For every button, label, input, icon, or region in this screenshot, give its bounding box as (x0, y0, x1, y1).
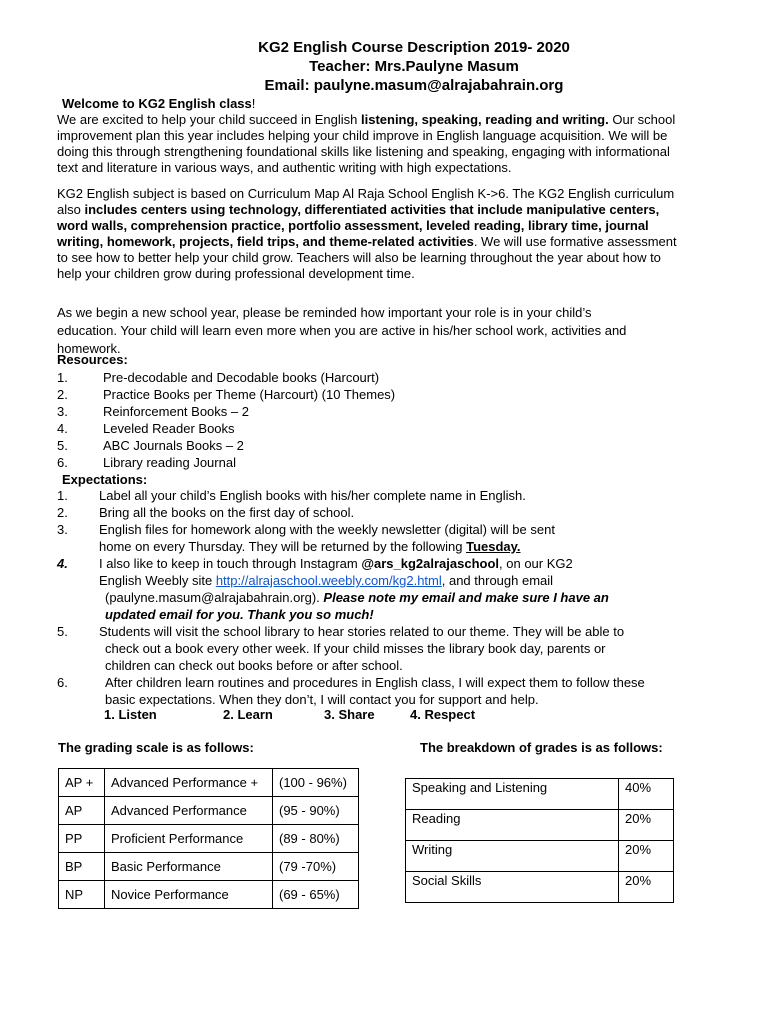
weight: 20% (619, 872, 674, 903)
course-title: KG2 English Course Description 2019- 2020 (258, 39, 570, 56)
grade-code: NP (59, 881, 105, 909)
teacher-email: Email: paulyne.masum@alrajabahrain.org (264, 77, 564, 94)
table-row (406, 810, 674, 841)
item-number: 5. (57, 624, 68, 639)
grade-label: Advanced Performance + (105, 769, 273, 797)
curriculum-c: . We will use formative assessment to see how to better help your child grow. Teachers will also be learning throughout the year about how to help your children grow during professional development time. (57, 234, 677, 281)
grade-range: (95 - 90%) (273, 797, 359, 825)
intro-a: We are excited to help your child succeed in English (57, 112, 361, 127)
resources-list (57, 370, 697, 472)
table-row (406, 779, 674, 810)
basic-expectations (104, 707, 475, 723)
welcome-text: Welcome to KG2 English class (62, 96, 252, 111)
item-number: 1. (57, 488, 68, 503)
grade-code: AP (59, 797, 105, 825)
curriculum-a: KG2 English subject is based on Curriculum Map Al Raja School English K->6. The KG2 English curriculum also (57, 186, 675, 217)
item-text (99, 556, 573, 572)
grade-label: Advanced Performance (105, 797, 273, 825)
grade-label: Novice Performance (105, 881, 273, 909)
grading-heading: The grading scale is as follows: (58, 740, 254, 755)
item-number: 3. (57, 404, 68, 419)
weight: 40% (619, 779, 674, 810)
table-row (59, 769, 359, 797)
role-paragraph (57, 304, 677, 358)
item-number: 4. (57, 556, 68, 571)
list-item-continuation (57, 658, 697, 675)
welcome-line (62, 96, 682, 112)
item-text (105, 590, 609, 606)
grade-range: (100 - 96%) (273, 769, 359, 797)
text-run: , and through email (441, 573, 554, 588)
list-item-continuation (57, 607, 697, 624)
role-line-1: As we begin a new school year, please be reminded how important your role is in your child’s (57, 305, 592, 320)
teacher-name: Teacher: Mrs.Paulyne Masum (309, 58, 519, 75)
grade-label: Proficient Performance (105, 825, 273, 853)
category: Writing (406, 841, 619, 872)
basic-share: 3. Share (324, 707, 375, 722)
list-item (57, 505, 697, 522)
grade-range: (69 - 65%) (273, 881, 359, 909)
table-row (59, 797, 359, 825)
text-run: , on our KG2 (499, 556, 573, 571)
list-item-continuation (57, 641, 697, 658)
document-header (0, 38, 768, 95)
table-row (59, 881, 359, 909)
email-note-cont: updated email for you. Thank you so much! (105, 607, 374, 622)
weight: 20% (619, 841, 674, 872)
item-text (99, 573, 553, 589)
grade-code: BP (59, 853, 105, 881)
list-item (57, 624, 697, 641)
item-text: Bring all the books on the first day of school. (99, 505, 355, 520)
basic-listen: 1. Listen (104, 707, 157, 722)
list-item (57, 438, 697, 455)
intro-paragraph (57, 112, 677, 176)
item-text: basic expectations. When they don’t, I will contact you for support and help. (105, 692, 539, 707)
list-item-continuation (57, 539, 697, 556)
list-item (57, 488, 697, 505)
category: Speaking and Listening (406, 779, 619, 810)
instagram-handle: @ars_kg2alrajaschool (361, 556, 500, 571)
resources-title: Resources: (57, 352, 128, 367)
item-text: After children learn routines and procedures in English class, I will expect them to follow these (105, 675, 645, 690)
table-row (59, 853, 359, 881)
expectations-list (57, 488, 697, 709)
table-row (406, 872, 674, 903)
list-item (57, 455, 697, 472)
welcome-bang: ! (251, 96, 256, 111)
item-text: Label all your child’s English books with his/her complete name in English. (99, 488, 526, 503)
item-text: Pre-decodable and Decodable books (Harcourt) (103, 370, 380, 385)
table-row (59, 825, 359, 853)
list-item-continuation (57, 573, 697, 590)
item-text (99, 539, 521, 555)
item-number: 2. (57, 505, 68, 520)
list-item (57, 421, 697, 438)
item-number: 5. (57, 438, 68, 453)
item-text: English files for homework along with the weekly newsletter (digital) will be sent (99, 522, 555, 537)
breakdown-heading: The breakdown of grades is as follows: (420, 740, 663, 755)
grading-scale-table (58, 768, 359, 909)
item-number: 6. (57, 675, 68, 690)
item-text: Practice Books per Theme (Harcourt) (10 Themes) (103, 387, 396, 402)
expectations-title: Expectations: (62, 472, 148, 487)
item-number: 6. (57, 455, 68, 470)
text-run: (paulyne.masum@alrajabahrain.org). (105, 590, 324, 605)
role-line-2: education. Your child will learn even more when you are active in his/her school work, activities and (57, 323, 627, 338)
weebly-link[interactable]: http://alrajaschool.weebly.com/kg2.html (215, 573, 442, 588)
item-text: Students will visit the school library to hear stories related to our theme. They will be able to (99, 624, 625, 639)
item-text: Leveled Reader Books (103, 421, 235, 436)
basic-learn: 2. Learn (223, 707, 273, 722)
item-number: 4. (57, 421, 68, 436)
grade-code: AP + (59, 769, 105, 797)
curriculum-paragraph (57, 186, 677, 282)
list-item (57, 522, 697, 539)
item-text: children can check out books before or after school. (105, 658, 403, 673)
item-number: 3. (57, 522, 68, 537)
item-text: ABC Journals Books – 2 (103, 438, 244, 453)
category: Reading (406, 810, 619, 841)
role-line-3: homework. (57, 341, 121, 356)
return-day: Tuesday. (466, 539, 521, 554)
text-run: English Weebly site (99, 573, 216, 588)
grade-range: (89 - 80%) (273, 825, 359, 853)
grade-range: (79 -70%) (273, 853, 359, 881)
category: Social Skills (406, 872, 619, 903)
list-item-continuation (57, 590, 697, 607)
item-text: Reinforcement Books – 2 (103, 404, 249, 419)
email-note: Please note my email and make sure I have an (323, 590, 609, 605)
item-number: 2. (57, 387, 68, 402)
weight: 20% (619, 810, 674, 841)
curriculum-bold: includes centers using technology, differentiated activities that include manipulative centers, word walls, comprehension practice, portfolio assessment, leveled reading, library time, journal writing, homework, projects, field trips, and theme-related activities (57, 202, 660, 249)
item-text: Library reading Journal (103, 455, 236, 470)
list-item (57, 675, 697, 692)
basic-respect: 4. Respect (410, 707, 476, 722)
item-text: check out a book every other week. If your child misses the library book day, parents or (105, 641, 606, 656)
grade-code: PP (59, 825, 105, 853)
grade-label: Basic Performance (105, 853, 273, 881)
intro-bold: listening, speaking, reading and writing. (360, 112, 609, 127)
text-run: I also like to keep in touch through Instagram (99, 556, 362, 571)
list-item (57, 556, 697, 573)
list-item (57, 370, 697, 387)
table-row (406, 841, 674, 872)
text-run: home on every Thursday. They will be returned by the following (99, 539, 467, 554)
item-number: 1. (57, 370, 68, 385)
intro-c: Our school improvement plan this year includes helping your child improve in English language acquisition. We will be doing this through strengthening foundational skills like listening and speaking, engaging with informational text and literature in various ways, and authentic writing with high expectations. (57, 112, 676, 175)
list-item (57, 404, 697, 421)
list-item (57, 387, 697, 404)
grade-breakdown-table (405, 778, 674, 903)
